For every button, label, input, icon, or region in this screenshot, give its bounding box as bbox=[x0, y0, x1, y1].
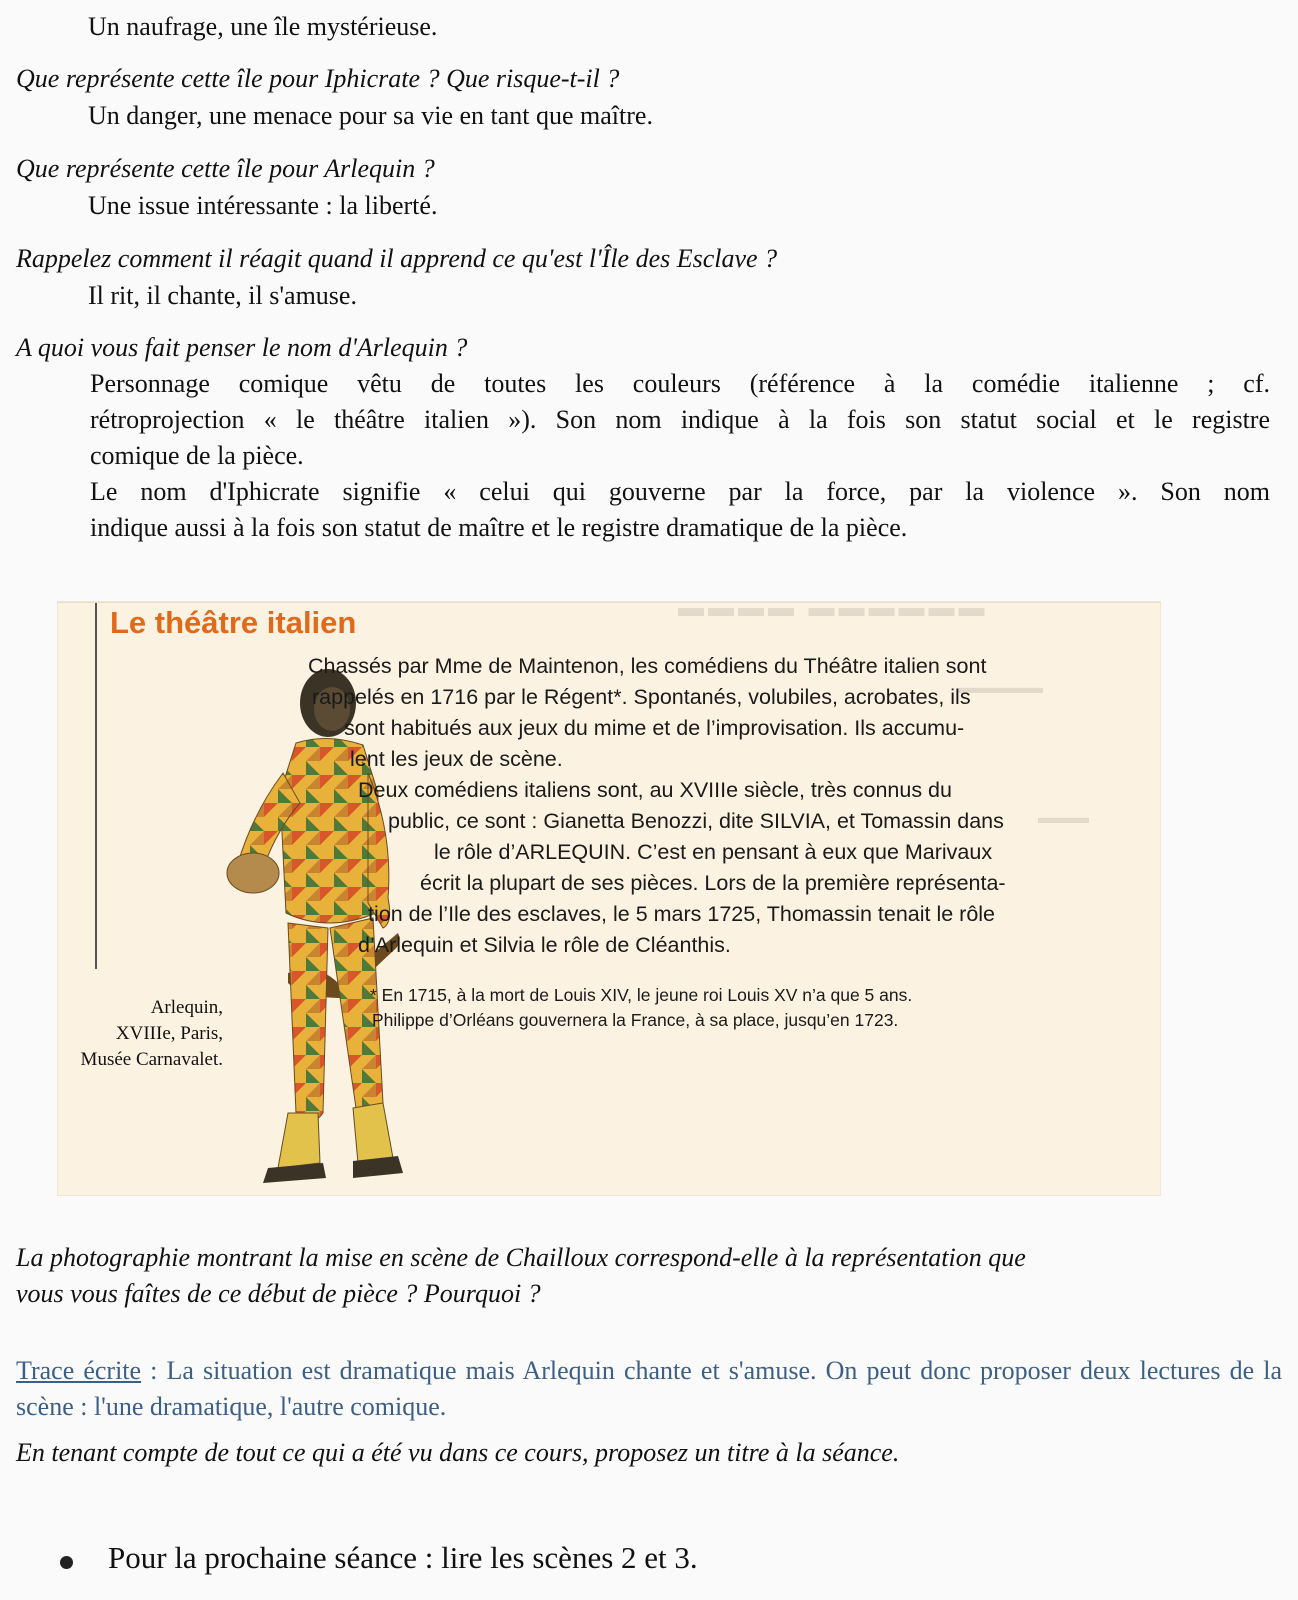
question-title: En tenant compte de tout ce qui a été vu dans ce cours, proposez un titre à la séance. bbox=[16, 1438, 900, 1467]
answer-line-4: Le nom d'Iphicrate signifie « celui qui gouverne par la force, par la violence ». Son nom bbox=[90, 477, 1270, 506]
question-arlequin-name: A quoi vous fait penser le nom d'Arlequin ? bbox=[16, 333, 468, 362]
answer-iphicrate: Un danger, une menace pour sa vie en tant que maître. bbox=[88, 101, 653, 130]
intro-answer: Un naufrage, une île mystérieuse. bbox=[88, 12, 438, 41]
clipping-line-4: lent les jeux de scène. bbox=[350, 747, 563, 771]
clipping-title: Le théâtre italien bbox=[110, 605, 357, 640]
trace-ecrite-label: Trace écrite bbox=[16, 1356, 142, 1385]
image-caption-3: Musée Carnavalet. bbox=[80, 1049, 223, 1070]
answer-line-3: comique de la pièce. bbox=[90, 441, 304, 470]
trace-ecrite-text: : La situation est dramatique mais Arlequin chante et s'amuse. On peut donc proposer deux lectures de la scène : l'une dramatique, l'autre comique. bbox=[16, 1356, 1282, 1421]
clipping-line-2: rappelés en 1716 par le Régent*. Spontanés, volubiles, acrobates, ils bbox=[312, 685, 971, 709]
answer-line-5: indique aussi à la fois son statut de maître et le registre dramatique de la pièce. bbox=[90, 513, 908, 542]
textbook-clipping: Le théâtre italien ▬▬▬▬ ▬▬▬▬▬▬ ▬▬▬▬▬ ▬▬▬ Chassés par Mme de Maintenon, les comédiens du Théâtre italien sont rappelés en 1716 par le Régent*. Spontanés, volubiles, acrobates, ils sont habitués aux jeux du mime et de l’improvisation. Ils accumu- lent les jeux de scène. Deux comédiens italiens sont, au XVIIIe siècle, très connus du public, ce sont : Gianetta Benozzi, dite SILVIA, et Tomassin dans le rôle d’ARLEQUIN. C’est en pensant à eux que Marivaux écrit la plupart de ses pièces. Lors de la première représenta- tion de l’Ile des esclaves, le 5 mars 1725, Thomassin tenait le rôle d’Arlequin et Silvia le rôle de Cléanthis. * En 1715, à la mort de Louis XIV, le jeune roi Louis XV n’a que 5 ans. Philippe d’Orléans gouvernera la France, à sa place, jusqu’en 1723. Arlequin, XVIIIe, Paris, Musée Carnavalet. bbox=[58, 602, 1160, 1195]
clipping-line-9: tion de l’Ile des esclaves, le 5 mars 1725, Thomassin tenait le rôle bbox=[368, 902, 996, 926]
clipping-footnote-2: Philippe d’Orléans gouvernera la France, à sa place, jusqu’en 1723. bbox=[372, 1010, 899, 1030]
question-photo-line-2: vous vous faîtes de ce début de pièce ? Pourquoi ? bbox=[16, 1279, 541, 1308]
clipping-line-3: sont habitués aux jeux du mime et de l’improvisation. Ils accumu- bbox=[344, 716, 965, 740]
clipping-line-7: le rôle d’ARLEQUIN. C’est en pensant à eux que Marivaux bbox=[434, 840, 993, 864]
clipping-line-10: d’Arlequin et Silvia le rôle de Cléanthis. bbox=[358, 933, 731, 957]
image-caption-1: Arlequin, bbox=[150, 997, 223, 1018]
answer-line-1: Personnage comique vêtu de toutes les couleurs (référence à la comédie italienne ; cf. bbox=[90, 369, 1270, 398]
image-caption-2: XVIIIe, Paris, bbox=[115, 1023, 223, 1044]
clipping-line-5: Deux comédiens italiens sont, au XVIIIe siècle, très connus du bbox=[358, 778, 952, 802]
answer-line-2: rétroprojection « le théâtre italien »). Son nom indique à la fois son statut social et le registre bbox=[90, 405, 1270, 434]
bullet-dot bbox=[60, 1556, 73, 1569]
bullet-next-session: Pour la prochaine séance : lire les scènes 2 et 3. bbox=[108, 1540, 698, 1575]
clipping-line-8: écrit la plupart de ses pièces. Lors de la première représenta- bbox=[420, 871, 1006, 895]
question-reaction: Rappelez comment il réagit quand il apprend ce qu'est l'Île des Esclave ? bbox=[16, 244, 778, 273]
question-arlequin-island: Que représente cette île pour Arlequin ? bbox=[16, 154, 435, 183]
clipping-footnote-1: * En 1715, à la mort de Louis XIV, le jeune roi Louis XV n’a que 5 ans. bbox=[370, 985, 913, 1005]
question-iphicrate: Que représente cette île pour Iphicrate ? Que risque-t-il ? bbox=[16, 64, 620, 93]
clipping-line-6: public, ce sont : Gianetta Benozzi, dite SILVIA, et Tomassin dans bbox=[388, 809, 1004, 833]
answer-reaction: Il rit, il chante, il s'amuse. bbox=[88, 281, 357, 310]
question-photo-line-1: La photographie montrant la mise en scène de Chailloux correspond-elle à la représentation que bbox=[16, 1243, 1026, 1272]
clipping-left-rule bbox=[95, 603, 97, 969]
trace-ecrite bbox=[16, 1353, 1282, 1425]
answer-arlequin-island: Une issue intéressante : la liberté. bbox=[88, 191, 438, 220]
clipping-line-1: Chassés par Mme de Maintenon, les comédiens du Théâtre italien sont bbox=[308, 654, 987, 678]
